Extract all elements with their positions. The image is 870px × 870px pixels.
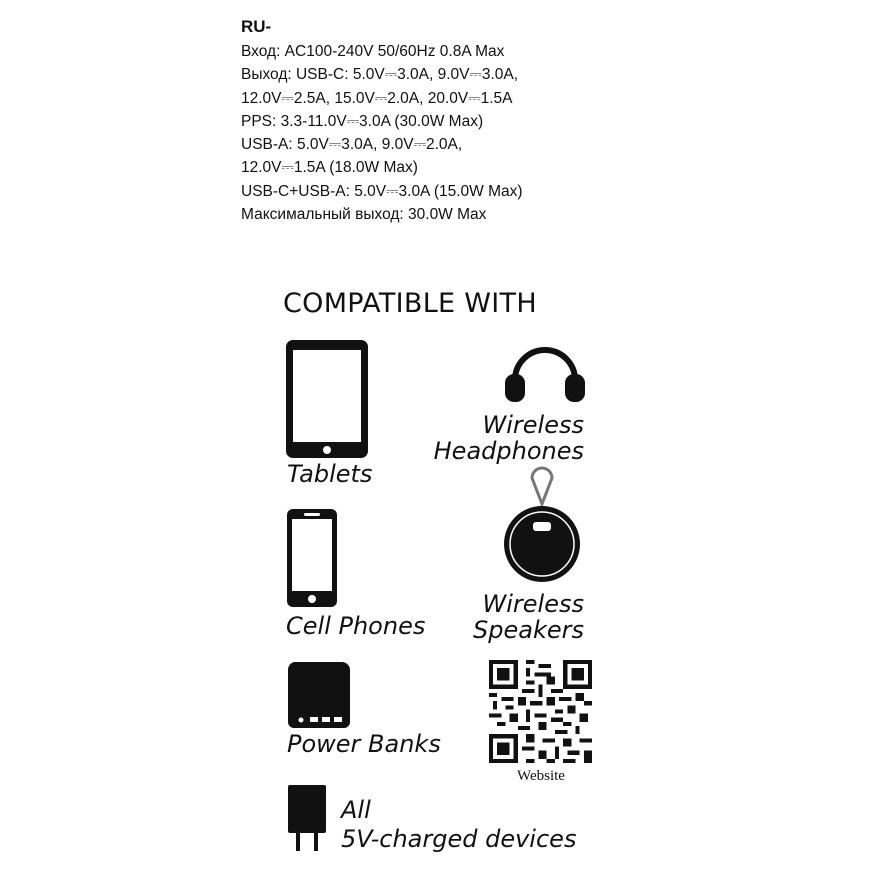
spec-output-usbc: Выход: USB-C: 5.0V⎓3.0A, 9.0V⎓3.0A, <box>241 66 519 84</box>
spec-usba: USB-A: 5.0V⎓3.0A, 9.0V⎓2.0A, <box>241 136 463 154</box>
specifications-block <box>241 16 641 226</box>
all-devices-label-line1: All <box>341 796 371 824</box>
specs-region-title: RU- <box>241 17 272 36</box>
spec-usba-cont: 12.0V⎓1.5A (18.0W Max) <box>241 159 418 177</box>
headphones-label-line1: Wireless <box>482 411 584 439</box>
compatible-with-heading: COMPATIBLE WITH <box>283 288 537 319</box>
all-devices-label-line2: 5V-charged devices <box>341 825 577 853</box>
spec-max-output: Максимальный выход: 30.0W Max <box>241 206 487 224</box>
phone-icon <box>286 508 338 608</box>
tablet-icon <box>284 338 370 460</box>
speakers-label-line2: Speakers <box>473 616 584 644</box>
headphones-label-line2: Headphones <box>433 437 584 465</box>
tablets-label: Tablets <box>287 460 373 488</box>
headphones-icon <box>503 340 587 404</box>
speaker-icon <box>500 466 584 586</box>
power-banks-label: Power Banks <box>287 730 441 758</box>
speakers-label-line1: Wireless <box>482 590 584 618</box>
website-label: Website <box>517 768 565 784</box>
spec-combined: USB-C+USB-A: 5.0V⎓3.0A (15.0W Max) <box>241 182 523 200</box>
spec-pps: PPS: 3.3-11.0V⎓3.0A (30.0W Max) <box>241 112 484 130</box>
spec-input: Вход: AC100-240V 50/60Hz 0.8A Max <box>241 43 505 60</box>
power-bank-icon <box>286 660 352 730</box>
cell-phones-label: Cell Phones <box>286 612 426 640</box>
spec-output-usbc-cont: 12.0V⎓2.5A, 15.0V⎓2.0A, 20.0V⎓1.5A <box>241 89 513 107</box>
qr-code-icon[interactable] <box>489 660 592 763</box>
plug-icon <box>287 784 327 852</box>
